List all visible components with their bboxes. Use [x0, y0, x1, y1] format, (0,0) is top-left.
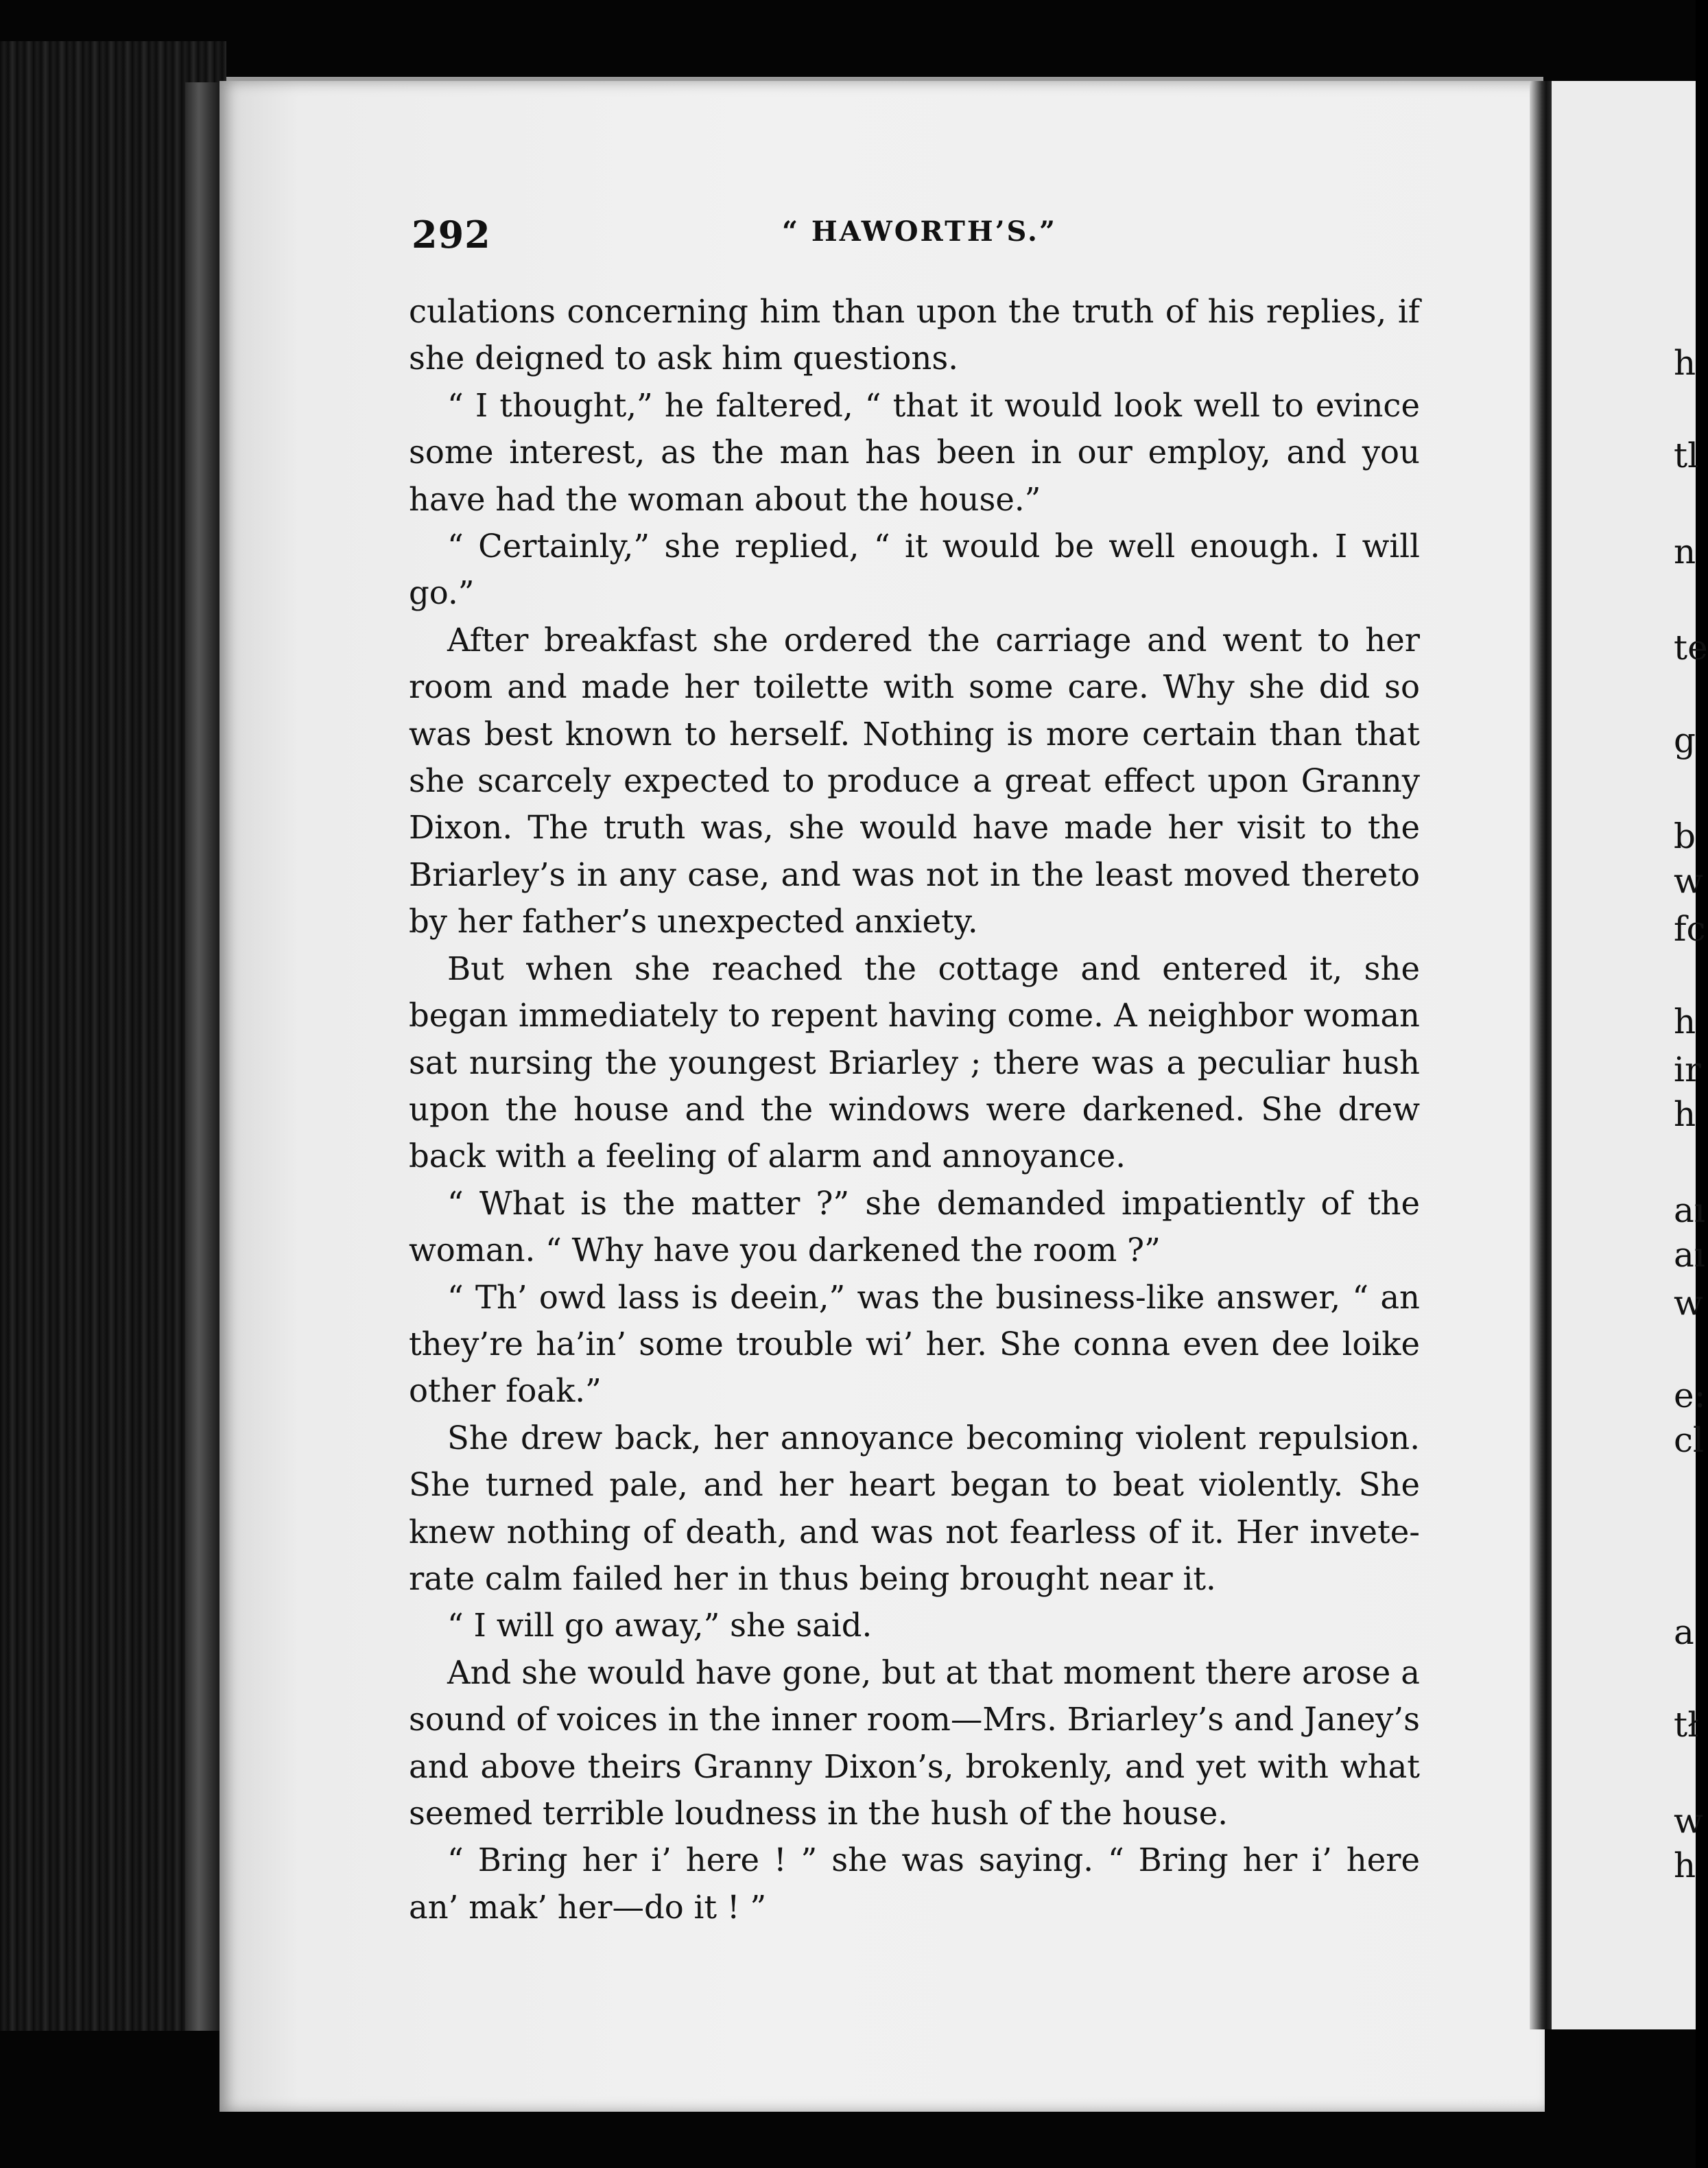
paragraph: After breakfast she ordered the carriage and went to her room and made her toilette with some care. Why she did so was best known to herself. Nothing is more certain than that she scarcely expected to produce a great effect upon Granny Dixon. The truth was, she would have made her visit to the Briarley’s in any case, and was not in the least moved thereto by her father’s unexpected anxiety. [409, 621, 1420, 941]
fragment: e: [1674, 1376, 1706, 1415]
fragment: cl [1674, 1420, 1704, 1460]
running-head [412, 206, 1427, 261]
paragraph: “ I will go away,” she said. [447, 1607, 873, 1645]
paragraph: “ Bring her i’ here ! ” she was saying. “ Bring her i’ here an’ mak’ her—do it ! ” [409, 1841, 1420, 1926]
paragraph: “ Th’ owd lass is deein,” was the business-like answer, “ an they’re ha’in’ some trouble wi’ her. She conna even dee loike other foak.” [409, 1278, 1420, 1410]
fragment: n [1674, 532, 1696, 572]
fragment: h [1674, 1002, 1696, 1041]
fragment: aı [1674, 1190, 1705, 1230]
fragment: te [1674, 628, 1708, 668]
fragment: w [1674, 1801, 1703, 1841]
fragment: a [1674, 1612, 1694, 1652]
paragraph: “ What is the matter ?” she demanded impatiently of the woman. “ Why have you darkened the room ?” [409, 1184, 1420, 1269]
paragraph: culations concerning him than upon the truth of his replies, if she deigned to ask him questions. [409, 293, 1420, 377]
fragment: fc [1674, 909, 1706, 949]
fragment: tł [1674, 1705, 1699, 1745]
fragment: h [1674, 1846, 1696, 1885]
paragraph: But when she reached the cottage and entered it, she began immediately to repent having come. A neighbor woman sat nursing the youngest Briarley ; there was a peculiar hush upon the house and the windows were darkened. She drew back with a feeling of alarm and annoyance. [409, 950, 1420, 1175]
body-text [409, 288, 1420, 1931]
page-number: 292 [412, 213, 491, 257]
paragraph: She drew back, her annoyance becoming violent repulsion. She turned pale, and her heart began to beat violently. She knew nothing of death, and was not fearless of it. Her invete-rate calm failed her in thus being brought near it. [409, 1419, 1420, 1597]
fragment: aı [1674, 1235, 1705, 1275]
fragment: tl [1674, 436, 1699, 475]
fragment: h [1674, 343, 1696, 383]
fragment: b [1674, 816, 1696, 856]
facing-page-fragments [1674, 0, 1708, 2168]
running-title: “ HAWORTH’S.” [782, 215, 1057, 248]
fragment: w [1674, 861, 1703, 901]
paragraph: And she would have gone, but at that moment there arose a sound of voices in the inner room—Mrs. Briarley’s and Janey’s and above theirs Granny Dixon’s, brokenly, and yet with what seemed terrible loudness in the hush of the house. [409, 1653, 1420, 1832]
fragment: ir [1674, 1050, 1701, 1089]
page-top-edge [226, 77, 1543, 81]
paragraph: “ Certainly,” she replied, “ it would be well enough. I will go.” [409, 528, 1420, 612]
fragment: g [1674, 720, 1696, 760]
fragment: h [1674, 1094, 1696, 1134]
page-stack-edge [185, 82, 220, 2031]
fragment: w [1674, 1283, 1703, 1323]
paragraph: “ I thought,” he faltered, “ that it would look well to evince some interest, as the man has been in our employ, and you have had the woman about the house.” [409, 386, 1420, 518]
